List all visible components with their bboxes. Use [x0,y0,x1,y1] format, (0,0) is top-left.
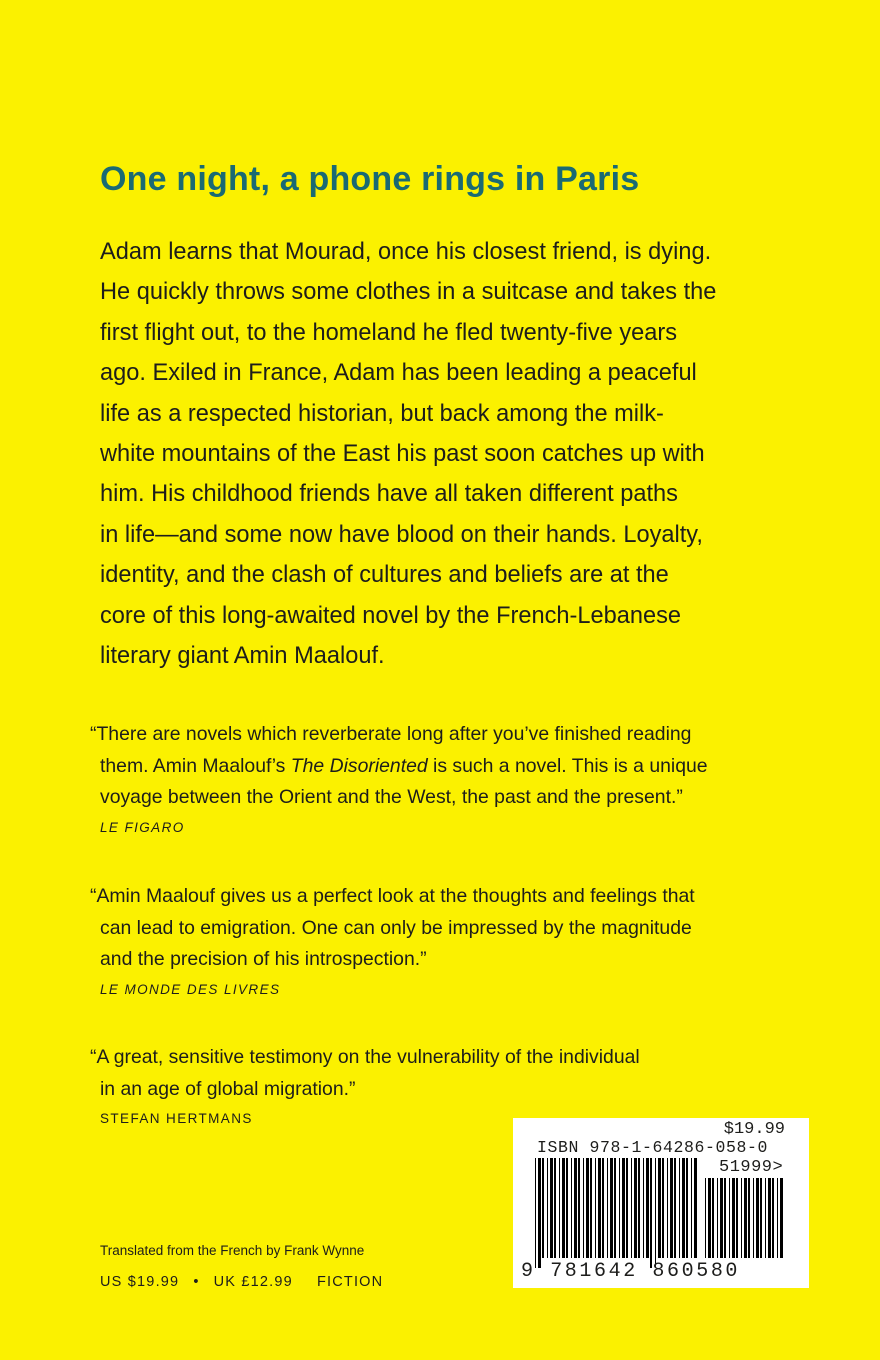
barcode-bar [538,1158,541,1268]
barcode-bar [736,1178,738,1258]
quote-line: “A great, sensitive testimony on the vulnerability of the individual [90,1046,640,1068]
barcode-bar [566,1158,568,1258]
quote-text: is such a novel. This is a unique [427,754,708,777]
barcode-bar [694,1158,697,1258]
blurb-line: ago. Exiled in France, Adam has been leading a peaceful [100,360,697,387]
blurb-line: core of this long-awaited novel by the French-Lebanese [100,602,682,629]
barcode-bar [562,1158,565,1258]
quote-text: them. Amin Maalouf’s [100,754,291,777]
blurb-line: white mountains of the East his past soon catches up with [100,441,705,468]
price-uk: UK £12.99 [213,1274,293,1290]
barcode-bar [655,1158,656,1268]
quote-line: can lead to emigration. One can only be impressed by the magnitude [100,916,692,939]
barcode-bar [720,1178,723,1258]
barcode-bar [650,1158,652,1268]
barcode-bar [772,1178,774,1258]
category-label: FICTION [316,1274,384,1290]
barcode-bar [574,1158,577,1258]
blurb [100,232,800,676]
barcode-bar [610,1158,613,1258]
barcode-bar [554,1158,556,1258]
quote-line: “Amin Maalouf gives us a perfect look at the thoughts and feelings that [90,885,695,907]
barcode-bar [765,1178,766,1258]
addon-barcode [705,1178,785,1268]
barcode-bar [586,1158,589,1258]
barcode-bar [631,1158,632,1258]
blurb-line: in life—and some now have blood on their hands. Loyalty, [100,521,703,548]
quote-line [90,751,810,783]
barcode-bar [598,1158,601,1258]
barcode-bar [686,1158,688,1258]
barcode-bar [550,1158,553,1258]
barcode-bar [626,1158,628,1258]
barcode-bar [607,1158,608,1258]
quote-line: in an age of global migration.” [100,1077,356,1100]
barcode-bar [646,1158,649,1258]
barcode-bar [622,1158,625,1258]
barcode-bar [768,1178,771,1258]
barcode-bar [732,1178,735,1258]
translator-credit: Translated from the French by Frank Wynne [100,1243,365,1258]
barcode-bar [705,1178,706,1258]
quote-line: voyage between the Orient and the West, the past and the present.” [100,786,683,808]
review-quote-le-figaro [90,719,810,835]
price-separator: • [193,1274,200,1290]
barcode-bar [712,1178,714,1258]
blurb-line: He quickly throws some clothes in a suitcase and takes the [100,279,717,306]
barcode-bar [777,1178,778,1258]
barcode-bar [547,1158,548,1258]
ean-barcode [535,1158,699,1268]
barcode-bar [679,1158,680,1258]
review-quote-hertmans [90,1042,810,1126]
blurb-line: first flight out, to the homeland he fled twenty-five years [100,319,678,346]
barcode-bar [691,1158,692,1258]
quote-line: “There are novels which reverberate long after you’ve finished reading [90,723,692,745]
quote-attribution: LE FIGARO [100,819,185,835]
barcode-bar [595,1158,596,1258]
barcode-bar [658,1158,661,1258]
barcode-bar [753,1178,754,1258]
barcode-bar [744,1178,747,1258]
barcode-bar [638,1158,640,1258]
barcode-bar [662,1158,664,1258]
barcode-bar [571,1158,572,1258]
barcode-bar [674,1158,676,1258]
quote-attribution: LE MONDE DES LIVRES [100,981,281,997]
barcode-bar [590,1158,592,1258]
barcode-bar [559,1158,560,1258]
barcode-bar [634,1158,637,1258]
blurb-line: him. His childhood friends have all taken different paths [100,481,678,508]
barcode-bar [717,1178,718,1258]
barcode-bar [667,1158,668,1258]
barcode-bar [535,1158,536,1268]
book-title: The Disoriented [290,754,428,777]
blurb-line: life as a respected historian, but back among the milk- [100,400,664,427]
blurb-line: identity, and the clash of cultures and beliefs are at the [100,562,669,589]
quote-line: and the precision of his introspection.” [100,948,427,970]
quote-attribution: STEFAN HERTMANS [100,1111,253,1126]
barcode-bar [670,1158,673,1258]
price-line [100,1274,383,1290]
barcode-price: $19.99 [723,1120,785,1139]
barcode-bar [760,1178,762,1258]
barcode-box [513,1118,809,1288]
barcode-bar [729,1178,730,1258]
barcode-bar [602,1158,604,1258]
barcode-bar [724,1178,726,1258]
barcode-bar [578,1158,580,1258]
barcode-bar [756,1178,759,1258]
barcode-bar [682,1158,685,1258]
headline: One night, a phone rings in Paris [100,160,640,198]
review-quote-le-monde [90,881,810,997]
ean-digits: 9 781642 860580 [521,1260,741,1283]
blurb-line: Adam learns that Mourad, once his closest friend, is dying. [100,239,712,265]
barcode-bar [780,1178,783,1258]
barcode-bar [542,1158,544,1258]
barcode-bar [619,1158,620,1258]
isbn-label: ISBN 978-1-64286-058-0 [537,1138,769,1157]
barcode-bar [614,1158,616,1258]
barcode-bar [748,1178,750,1258]
barcode-bar [708,1178,711,1258]
addon-code: 51999> [719,1158,784,1177]
barcode-bar [643,1158,644,1258]
price-us: US $19.99 [100,1274,180,1290]
barcode-bar [583,1158,584,1258]
blurb-line: literary giant Amin Maalouf. [100,643,385,670]
barcode-bar [741,1178,742,1258]
